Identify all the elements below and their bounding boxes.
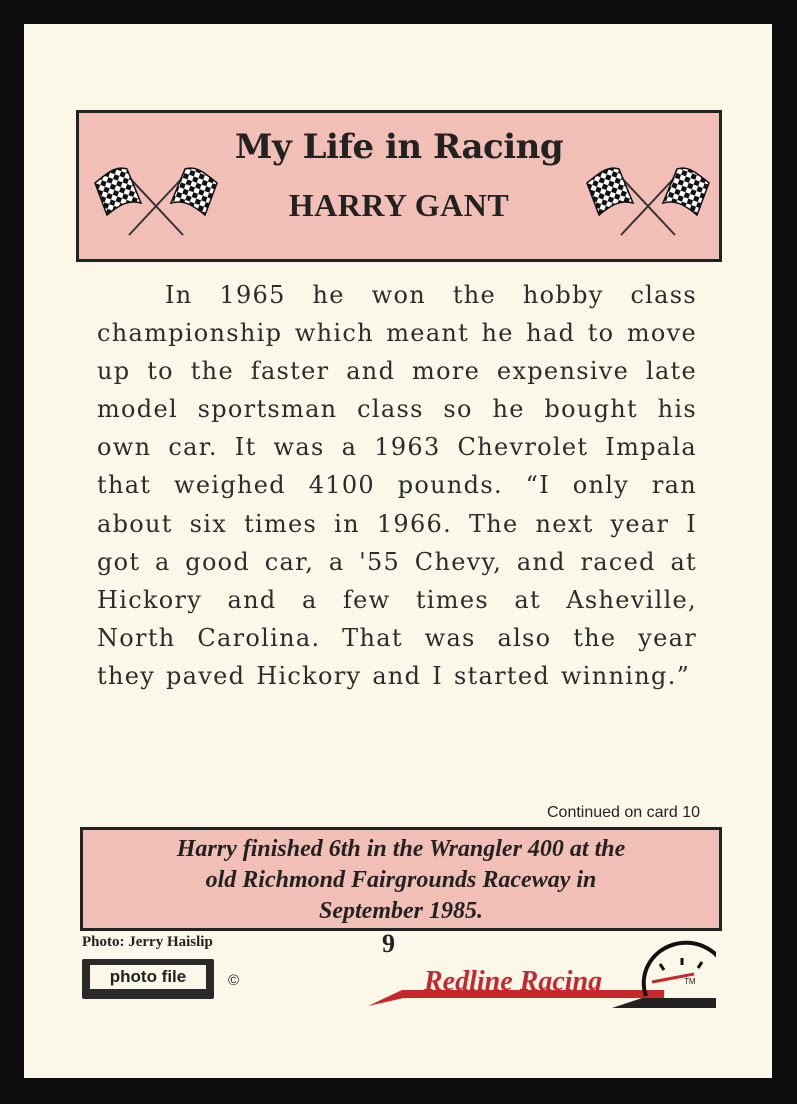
page-title: My Life in Racing — [234, 127, 564, 167]
highlight-text — [83, 834, 719, 927]
photo-file-logo — [82, 959, 214, 999]
highlight-line: September 1985. — [319, 898, 483, 924]
card-number: 9 — [382, 929, 395, 958]
photo-file-logo-text: photo file — [90, 965, 206, 989]
story-paragraph — [97, 276, 697, 695]
story-text: In 1965 he won the hobby class championship which meant he had to move up to the faster and more expensive late model sportsman class so he bought his own car. It was a 1963 Chevrolet Impala that weighed 4100 pounds. “I only ran about six times in 1966. The next year I got a good car, a '55 Chevy, and raced at Hickory and a few times at Asheville, North Carolina. That was also the year they paved Hickory and I started winning.” — [97, 281, 697, 690]
highlight-line: Harry finished 6th in the Wrangler 400 at the — [176, 836, 626, 862]
brand-name: Redline Racing — [424, 966, 603, 997]
trading-card-back — [24, 24, 772, 1078]
photo-credit: Photo: Jerry Haislip — [82, 934, 213, 950]
driver-name: HARRY GANT — [288, 187, 510, 223]
title-banner — [76, 110, 722, 262]
continued-note: Continued on card 10 — [547, 804, 700, 821]
highlight-box — [80, 827, 722, 931]
redline-racing-logo — [364, 930, 716, 1012]
speedometer-icon — [644, 943, 716, 996]
copyright-symbol: © — [228, 972, 240, 989]
trademark-mark: TM — [684, 977, 696, 986]
highlight-line: old Richmond Fairgrounds Raceway in — [205, 867, 597, 893]
checkered-flags-icon — [585, 161, 711, 241]
